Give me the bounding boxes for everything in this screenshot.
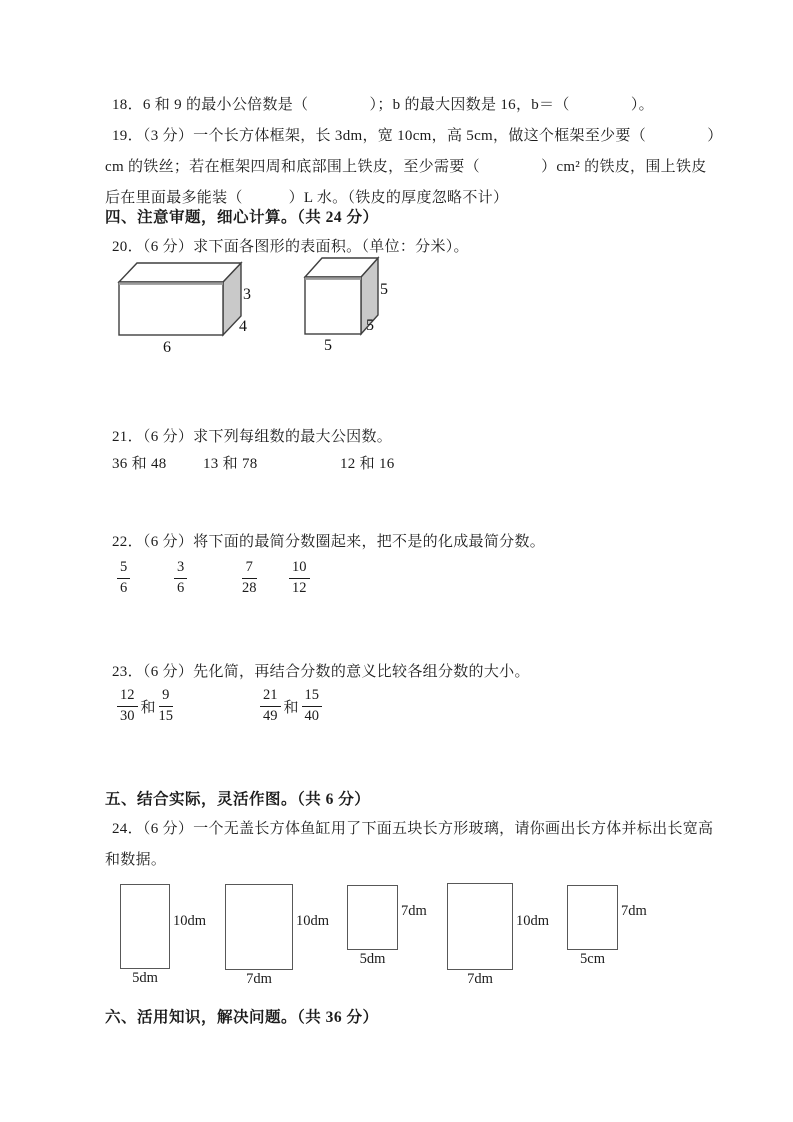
cuboid-length-label: 6: [163, 339, 171, 356]
glass-rect-5: [567, 885, 647, 967]
glass-1-height-label: 10dm: [173, 913, 207, 929]
glass-5-width-label: 5cm: [580, 951, 605, 967]
cuboid-top-face: [119, 263, 241, 282]
question-18: 18．6 和 9 的最小公倍数是（ ）；b 的最大因数是 16，b＝（ ）。: [112, 97, 654, 113]
gcd-pair-3: 12 和 16: [340, 456, 395, 472]
glass-rect-3: [347, 885, 427, 967]
and-text: 和: [283, 699, 299, 716]
question-24-line2: 和数据。: [105, 852, 167, 868]
cuboid-drawing: [110, 255, 270, 359]
glass-4-height-label: 10dm: [516, 913, 550, 929]
glass-5-height-label: 7dm: [621, 903, 647, 919]
question-20: 20．（6 分）求下面各图形的表面积。（单位：分米）。: [112, 239, 469, 255]
question-22-fractions: [112, 560, 712, 602]
section-6-heading: 六、活用知识，解决问题。（共 36 分）: [105, 1009, 379, 1026]
glass-3-height-label: 7dm: [401, 903, 427, 919]
section-5-heading: 五、结合实际，灵活作图。（共 6 分）: [105, 791, 371, 808]
fraction-10-12: $\frac{10}{12}$: [289, 560, 310, 597]
fraction-7-28: $\frac{7}{28}$: [242, 559, 257, 596]
cuboid-height-label: 3: [243, 286, 251, 303]
glass-3-width-label: 5dm: [359, 951, 386, 967]
fraction-15-40: $\frac{15}{40}$: [302, 688, 323, 725]
glass-rect-4: [447, 883, 550, 987]
cuboid-depth-label: 4: [239, 318, 247, 335]
compare-group-1: [117, 688, 173, 725]
cube-drawing: [296, 249, 406, 357]
glass-rect-2: [225, 884, 330, 987]
cuboid-figure: [110, 255, 270, 359]
glass-1-width-label: 5dm: [132, 970, 158, 986]
fraction-9-15: $\frac{9}{15}$: [158, 687, 174, 724]
question-22: 22．（6 分）将下面的最简分数圈起来，把不是的化成最简分数。: [112, 534, 546, 550]
glass-rect-1: [120, 884, 207, 986]
fraction-3-6: $\frac{3}{6}$: [174, 560, 187, 597]
and-text: 和: [140, 699, 156, 716]
glass-4-width-label: 7dm: [467, 971, 493, 987]
question-19-line1: 19．（3 分）一个长方体框架，长 3dm，宽 10cm，高 5cm，做这个框架至少要（ ）: [112, 128, 723, 144]
question-19-line3: 后在里面最多能装（ ）L 水。（铁皮的厚度忽略不计）: [105, 190, 509, 206]
glass-2-height-label: 10dm: [296, 913, 330, 929]
cube-bottom-label: 5: [324, 337, 332, 354]
question-23-fractions: [112, 688, 712, 732]
section-4-heading: 四、注意审题，细心计算。（共 24 分）: [105, 209, 379, 226]
cube-depth-label: 5: [366, 317, 374, 334]
fraction-5-6: $\frac{5}{6}$: [117, 560, 130, 597]
fraction-21-49: $\frac{21}{49}$: [260, 688, 281, 725]
compare-group-2: [260, 688, 322, 725]
question-23: 23．（6 分）先化简，再结合分数的意义比较各组分数的大小。: [112, 664, 530, 680]
question-19-line2: cm 的铁丝；若在框架四周和底部围上铁皮，至少需要（ ）cm² 的铁皮，围上铁皮: [105, 159, 707, 175]
gcd-pair-1: 36 和 48: [112, 456, 167, 472]
question-21: 21．（6 分）求下列每组数的最大公因数。: [112, 429, 393, 445]
cube-height-label: 5: [380, 281, 388, 298]
cube-figure: [296, 249, 406, 357]
cuboid-front-face: [119, 282, 223, 335]
cube-front-face: [305, 277, 361, 334]
fraction-12-30: $\frac{12}{30}$: [117, 688, 138, 725]
gcd-pair-2: 13 和 78: [203, 456, 258, 472]
question-24-line1: 24．（6 分）一个无盖长方体鱼缸用了下面五块长方形玻璃，请你画出长方体并标出长宽高: [112, 821, 714, 837]
glass-2-width-label: 7dm: [246, 971, 272, 987]
